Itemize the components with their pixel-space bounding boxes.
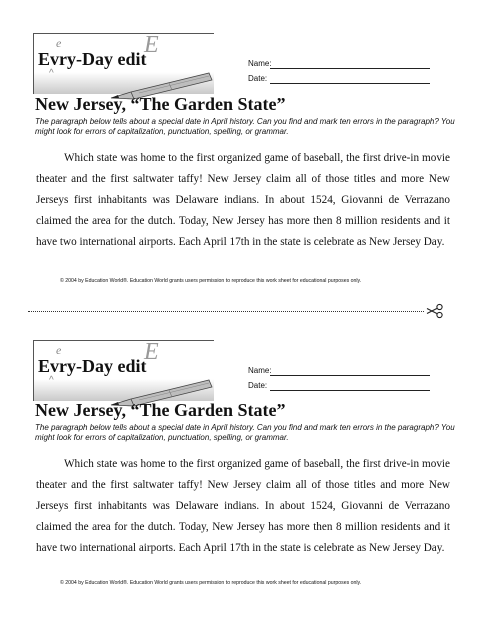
copyright-notice: © 2004 by Education World®. Education World grants users permission to reproduce this work sheet for educational purposes only. bbox=[60, 580, 362, 586]
worksheet-bottom bbox=[0, 308, 480, 608]
name-label: Name: bbox=[248, 59, 272, 68]
logo-small-e: e bbox=[56, 36, 62, 50]
name-line[interactable] bbox=[270, 68, 430, 69]
name-line[interactable] bbox=[270, 375, 430, 376]
worksheet-title: New Jersey, “The Garden State” bbox=[35, 400, 286, 420]
logo-caret-mark: ^ bbox=[49, 68, 54, 79]
instructions: The paragraph below tells about a special date in April history. Can you find and mark ten errors in the paragraph? You might look for errors of capitalization, punctuation, spelling, or grammar. bbox=[35, 423, 455, 442]
logo-small-e: e bbox=[56, 343, 62, 357]
instructions: The paragraph below tells about a special date in April history. Can you find and mark ten errors in the paragraph? You might look for errors of capitalization, punctuation, spelling, or grammar. bbox=[35, 117, 455, 136]
name-label: Name: bbox=[248, 366, 272, 375]
worksheet-top bbox=[0, 0, 480, 300]
worksheet-title: New Jersey, “The Garden State” bbox=[35, 94, 286, 114]
passage-paragraph: Which state was home to the first organized game of baseball, the first drive-in movie theater and the first saltwater taffy! New Jersey claim all of those titles and more New Jerseys first inhabitants was Delaware indians. In about 1524, Giovanni de Verrazano claimed the area for the dutch. Today, New Jersey has more then 8 million residents and it have two international airports. Each April 17th in the state is celebrate as New Jersey Day. bbox=[36, 458, 450, 554]
evry-day-edit-logo bbox=[33, 340, 214, 401]
evry-day-edit-logo bbox=[33, 33, 214, 94]
logo-big-e: E bbox=[144, 32, 159, 58]
passage-paragraph: Which state was home to the first organized game of baseball, the first drive-in movie theater and the first saltwater taffy! New Jersey claim all of those titles and more New Jerseys first inhabitants was Delaware indians. In about 1524, Giovanni de Verrazano claimed the area for the dutch. Today, New Jersey has more then 8 million residents and it have two international airports. Each April 17th in the state is celebrate as New Jersey Day. bbox=[36, 152, 450, 248]
date-label: Date: bbox=[248, 74, 268, 83]
copyright-notice: © 2004 by Education World®. Education World grants users permission to reproduce this work sheet for educational purposes only. bbox=[60, 278, 362, 284]
date-line[interactable] bbox=[270, 83, 430, 84]
logo-text: Evry-Day edit bbox=[38, 356, 147, 376]
date-line[interactable] bbox=[270, 390, 430, 391]
logo-caret-mark: ^ bbox=[49, 375, 54, 386]
logo-text: Evry-Day edit bbox=[38, 49, 147, 69]
date-label: Date: bbox=[248, 381, 268, 390]
logo-big-e: E bbox=[144, 339, 159, 365]
